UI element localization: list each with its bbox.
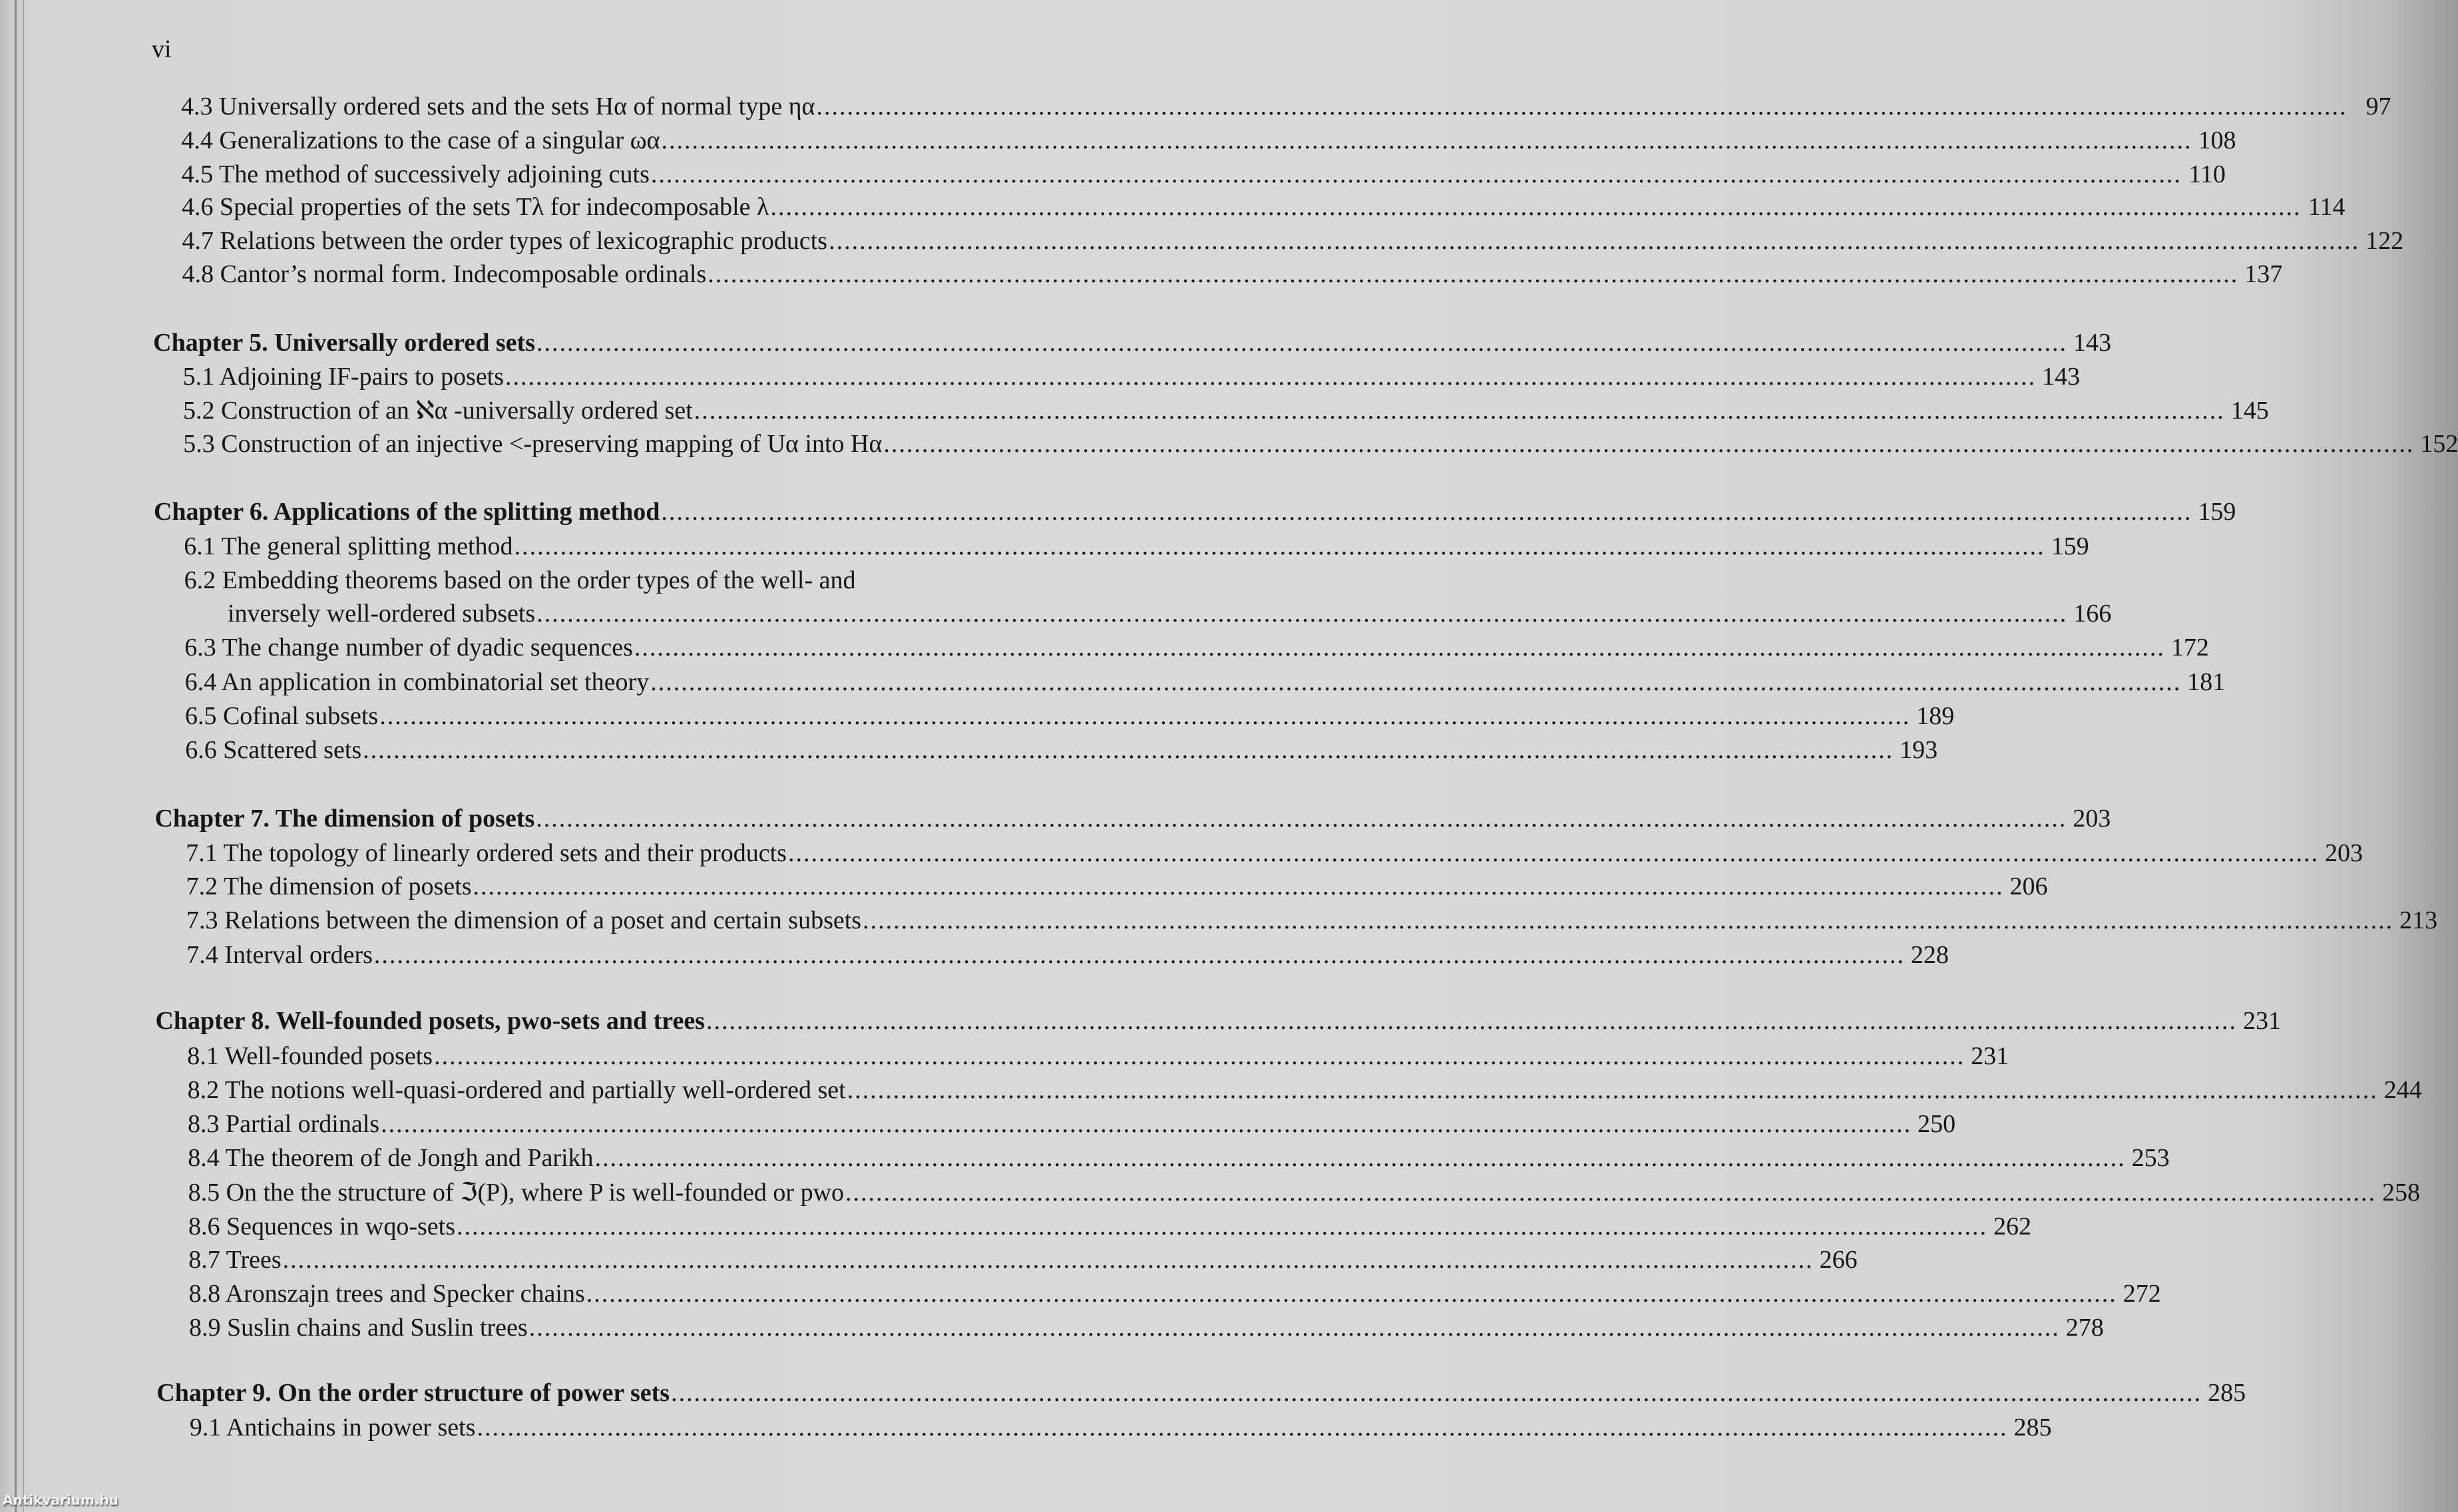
toc-section-entry: [186, 870, 2048, 902]
toc-section-entry: [182, 395, 2269, 427]
entry-title: 8.7 Trees: [188, 1246, 282, 1274]
toc-section-entry: [186, 837, 2363, 869]
entry-page-number: 285: [2208, 1379, 2246, 1407]
toc-section-entry: [188, 1211, 2031, 1242]
dot-leader: ........................................................................................................................................................................................................: [708, 260, 2239, 288]
book-spine-line: [15, 0, 17, 1512]
toc-chapter-entry: [155, 1005, 2281, 1037]
entry-title: 4.5 The method of successively adjoining cuts: [181, 160, 650, 188]
dot-leader: ........................................................................................................................................................................................................: [586, 1280, 2117, 1308]
entry-title: 9.1 Antichains in power sets: [189, 1414, 476, 1441]
dot-leader: ........................................................................................................................................................................................................: [536, 600, 2068, 628]
entry-page-number: 231: [2242, 1007, 2281, 1035]
entry-title: 6.3 The change number of dyadic sequences: [184, 634, 633, 662]
entry-title: 8.9 Suslin chains and Suslin trees: [188, 1314, 528, 1342]
entry-page-number: 203: [2073, 805, 2111, 833]
entry-page-number: 143: [2073, 329, 2111, 357]
entry-title: 7.3 Relations between the dimension of a poset and certain subsets: [186, 906, 862, 934]
toc-section-entry: [184, 530, 2089, 562]
toc-section-entry: [187, 1108, 1956, 1140]
dot-leader: ........................................................................................................................................................................................................: [694, 397, 2225, 425]
entry-page-number: 231: [1971, 1042, 2009, 1070]
entry-page-number: 166: [2073, 600, 2112, 628]
entry-title: 5.2 Construction of an ℵα -universally ordered set: [182, 397, 693, 425]
entry-page-number: 244: [2383, 1076, 2422, 1104]
dot-leader: ........................................................................................................................................................................................................: [845, 1179, 2377, 1207]
dot-leader: ........................................................................................................................................................................................................: [477, 1414, 2008, 1441]
entry-title: 4.4 Generalizations to the case of a singular ωα: [181, 126, 660, 154]
toc-section-entry: [186, 939, 1949, 971]
page-number: vi: [152, 35, 172, 63]
entry-page-number: 258: [2382, 1179, 2421, 1207]
dot-leader: ........................................................................................................................................................................................................: [594, 1144, 2126, 1172]
dot-leader: ........................................................................................................................................................................................................: [816, 93, 2348, 120]
entry-page-number: 159: [2198, 498, 2236, 526]
entry-title: 5.3 Construction of an injective <-preserving mapping of Uα into Hα: [183, 430, 883, 458]
toc-section-entry: [228, 598, 2112, 630]
toc-section-entry: [182, 258, 2283, 290]
dot-leader: ........................................................................................................................................................................................................: [536, 805, 2067, 833]
toc-section-entry: [183, 428, 2458, 460]
entry-page-number: 193: [1900, 736, 1938, 764]
entry-title: 8.6 Sequences in wqo-sets: [188, 1213, 455, 1240]
toc-section-entry: [188, 1177, 2421, 1209]
toc-chapter-entry: [154, 803, 2111, 835]
dot-leader: ........................................................................................................................................................................................................: [473, 872, 2004, 900]
dot-leader: ........................................................................................................................................................................................................: [671, 1379, 2202, 1407]
dot-leader: ........................................................................................................................................................................................................: [363, 736, 1894, 764]
entry-page-number: 203: [2324, 839, 2363, 867]
dot-leader: ........................................................................................................................................................................................................: [282, 1246, 1814, 1274]
dot-leader: ........................................................................................................................................................................................................: [634, 634, 2165, 662]
toc-chapter-entry: [153, 327, 2111, 359]
toc-section-entry: [189, 1412, 2052, 1443]
toc-section-entry: [187, 1040, 2009, 1072]
entry-page-number: 159: [2051, 532, 2089, 560]
entry-title: 4.7 Relations between the order types of lexicographic products: [182, 227, 828, 255]
dot-leader: ........................................................................................................................................................................................................: [650, 160, 2182, 188]
entry-title: 6.1 The general splitting method: [184, 532, 513, 560]
entry-page-number: 108: [2198, 126, 2236, 154]
entry-page-number: 143: [2042, 363, 2081, 391]
entry-title: 5.1 Adjoining IF-pairs to posets: [182, 363, 505, 391]
entry-page-number: 206: [2009, 872, 2048, 900]
entry-title: 7.2 The dimension of posets: [186, 872, 472, 900]
entry-title: 8.1 Well-founded posets: [187, 1042, 433, 1070]
toc-section-entry: [188, 1312, 2104, 1344]
dot-leader: ........................................................................................................................................................................................................: [847, 1076, 2378, 1104]
dot-leader: ........................................................................................................................................................................................................: [379, 702, 1911, 730]
dot-leader: ........................................................................................................................................................................................................: [863, 906, 2394, 934]
dot-leader: ........................................................................................................................................................................................................: [434, 1042, 1965, 1070]
dot-leader: ........................................................................................................................................................................................................: [661, 498, 2192, 526]
entry-page-number: 278: [2065, 1314, 2104, 1342]
dot-leader: ........................................................................................................................................................................................................: [536, 329, 2067, 357]
entry-title: 4.3 Universally ordered sets and the sets Hα of normal type ηα: [181, 93, 815, 120]
entry-page-number: 250: [1918, 1110, 1956, 1138]
dot-leader: ........................................................................................................................................................................................................: [528, 1314, 2060, 1342]
book-spine-line: [23, 0, 24, 1512]
entry-title: Chapter 5. Universally ordered sets: [153, 329, 535, 357]
dot-leader: ........................................................................................................................................................................................................: [770, 193, 2302, 221]
entry-page-number: 181: [2187, 668, 2226, 696]
entry-page-number: 266: [1819, 1246, 1858, 1274]
entry-page-number: 97: [2365, 93, 2391, 120]
entry-page-number: 253: [2131, 1144, 2170, 1172]
toc-chapter-entry: [156, 1377, 2246, 1409]
dot-leader: ........................................................................................................................................................................................................: [706, 1007, 2237, 1035]
entry-title: 8.2 The notions well-quasi-ordered and partially well-ordered set: [187, 1076, 846, 1104]
toc-section-entry: [188, 1278, 2161, 1310]
toc-section-entry: [184, 666, 2226, 698]
entry-page-number: 272: [2123, 1280, 2161, 1308]
entry-title: Chapter 6. Applications of the splitting method: [153, 498, 660, 526]
dot-leader: ........................................................................................................................................................................................................: [514, 532, 2045, 560]
dot-leader: ........................................................................................................................................................................................................: [883, 430, 2415, 458]
entry-page-number: 145: [2230, 397, 2269, 425]
entry-title: 8.5 On the the structure of ℑ(P), where P is well-founded or pwo: [188, 1179, 845, 1207]
toc-section-entry: [188, 1142, 2170, 1174]
toc-section-entry: [182, 225, 2404, 257]
entry-title: 4.8 Cantor’s normal form. Indecomposable ordinals: [182, 260, 707, 288]
entry-page-number: 110: [2188, 160, 2226, 188]
watermark: Antikvarium.hu: [3, 1492, 118, 1508]
entry-page-number: 172: [2170, 634, 2209, 662]
entry-title: Chapter 8. Well-founded posets, pwo-sets and trees: [155, 1007, 705, 1035]
dot-leader: ........................................................................................................................................................................................................: [505, 363, 2037, 391]
dot-leader: ........................................................................................................................................................................................................: [829, 227, 2360, 255]
toc-section-entry: [187, 1074, 2422, 1106]
entry-title: Chapter 9. On the order structure of power sets: [156, 1379, 670, 1407]
entry-page-number: 213: [2399, 906, 2438, 934]
toc-section-entry: [182, 361, 2081, 393]
entry-title: 4.6 Special properties of the sets Tλ for indecomposable λ: [181, 193, 769, 221]
entry-page-number: 122: [2365, 227, 2404, 255]
toc-section-entry: [184, 632, 2209, 663]
entry-page-number: 189: [1916, 702, 1955, 730]
entry-page-number: 262: [1993, 1213, 2031, 1240]
toc-section-entry: [181, 91, 2391, 122]
toc-section-entry: [184, 700, 1955, 732]
toc-section-entry: [181, 124, 2236, 156]
entry-title: 6.2 Embedding theorems based on the order types of the well- and: [184, 566, 856, 594]
dot-leader: ........................................................................................................................................................................................................: [373, 941, 1905, 969]
entry-title: Chapter 7. The dimension of posets: [154, 805, 535, 833]
entry-title: inversely well-ordered subsets: [228, 600, 536, 628]
toc-section-entry: [181, 191, 2346, 223]
dot-leader: ........................................................................................................................................................................................................: [456, 1213, 1987, 1240]
entry-title: 8.4 The theorem of de Jongh and Parikh: [188, 1144, 594, 1172]
toc-section-entry: [186, 904, 2438, 936]
entry-page-number: 137: [2244, 260, 2283, 288]
dot-leader: ........................................................................................................................................................................................................: [787, 839, 2319, 867]
toc-section-entry: [181, 158, 2226, 190]
dot-leader: ........................................................................................................................................................................................................: [381, 1110, 1912, 1138]
dot-leader: ........................................................................................................................................................................................................: [650, 668, 2182, 696]
entry-page-number: 152: [2420, 430, 2458, 458]
entry-title: 6.5 Cofinal subsets: [184, 702, 379, 730]
entry-page-number: 114: [2308, 193, 2346, 221]
entry-title: 7.4 Interval orders: [186, 941, 373, 969]
toc-chapter-entry: [153, 496, 2236, 528]
entry-title: 7.1 The topology of linearly ordered sets and their products: [186, 839, 787, 867]
entry-page-number: 285: [2013, 1414, 2052, 1441]
toc-section-entry: [184, 564, 1076, 596]
entry-title: 8.8 Aronszajn trees and Specker chains: [188, 1280, 585, 1308]
entry-title: 6.4 An application in combinatorial set theory: [184, 668, 650, 696]
entry-title: 6.6 Scattered sets: [185, 736, 362, 764]
entry-title: 8.3 Partial ordinals: [187, 1110, 380, 1138]
entry-page-number: 228: [1910, 941, 1949, 969]
toc-section-entry: [185, 734, 1938, 766]
dot-leader: ........................................................................................................................................................................................................: [661, 126, 2192, 154]
toc-section-entry: [188, 1244, 1858, 1276]
